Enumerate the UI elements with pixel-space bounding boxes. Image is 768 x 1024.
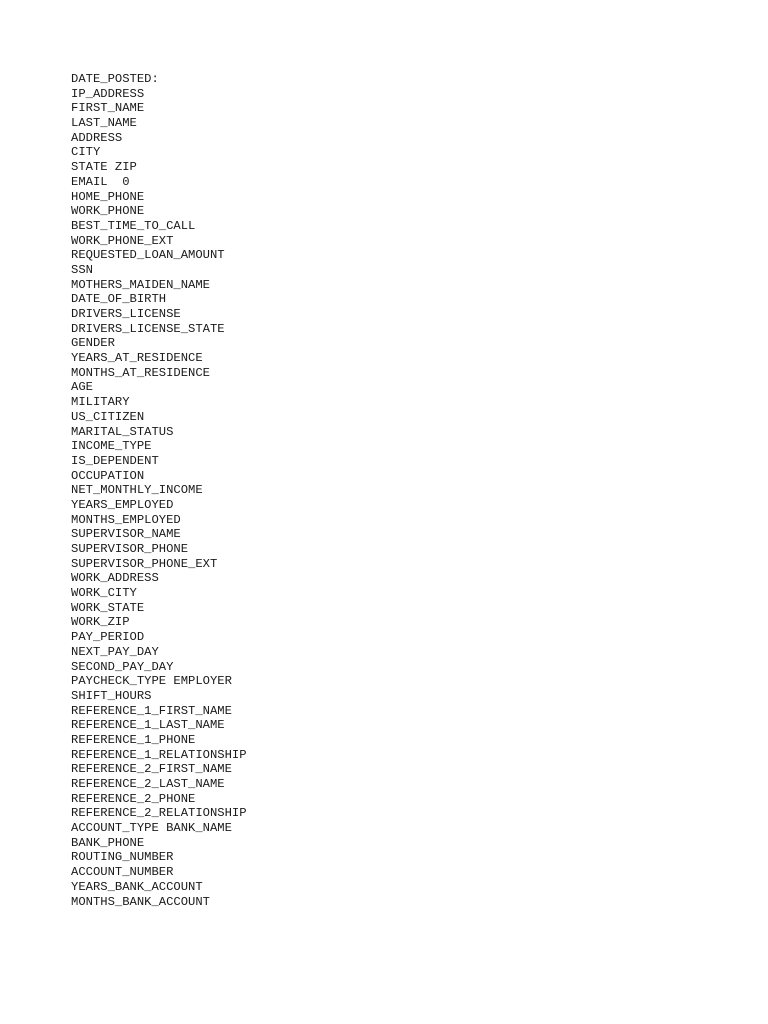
field-line: WORK_ZIP <box>71 615 130 630</box>
field-line: FIRST_NAME <box>71 101 145 116</box>
field-line: PAYCHECK_TYPE EMPLOYER <box>71 674 232 689</box>
field-line: IP_ADDRESS <box>71 86 145 101</box>
field-line: LAST_NAME <box>71 116 137 131</box>
field-line: HOME_PHONE <box>71 189 145 204</box>
field-line: REFERENCE_1_FIRST_NAME <box>71 703 232 718</box>
field-line: EMAIL 0 <box>71 174 130 189</box>
field-line: BEST_TIME_TO_CALL <box>71 218 196 233</box>
field-line: REFERENCE_2_LAST_NAME <box>71 777 225 791</box>
field-line: DATE_POSTED: <box>71 72 159 86</box>
field-line: CITY <box>71 145 101 160</box>
field-line: OCCUPATION <box>71 468 145 483</box>
field-line: REQUESTED_LOAN_AMOUNT <box>71 248 225 263</box>
field-line: REFERENCE_2_RELATIONSHIP <box>71 806 247 821</box>
field-line: ROUTING_NUMBER <box>71 850 174 865</box>
field-line: SECOND_PAY_DAY <box>71 659 174 674</box>
field-line: AGE <box>71 380 93 395</box>
field-line: MONTHS_AT_RESIDENCE <box>71 365 210 380</box>
field-line: US_CITIZEN <box>71 409 145 424</box>
field-line: YEARS_BANK_ACCOUNT <box>71 879 203 894</box>
field-line: SUPERVISOR_PHONE <box>71 542 189 556</box>
field-line: ACCOUNT_NUMBER <box>71 865 174 880</box>
field-line: DRIVERS_LICENSE <box>71 307 181 321</box>
field-line: REFERENCE_1_PHONE <box>71 732 196 747</box>
field-line: PAY_PERIOD <box>71 630 145 645</box>
field-line: WORK_ADDRESS <box>71 571 159 586</box>
field-line: IS_DEPENDENT <box>71 453 159 468</box>
field-line: NEXT_PAY_DAY <box>71 644 159 659</box>
field-line: SUPERVISOR_PHONE_EXT <box>71 556 218 571</box>
field-line: ADDRESS <box>71 130 123 145</box>
field-list <box>71 72 247 909</box>
field-line: DRIVERS_LICENSE_STATE <box>71 321 225 336</box>
field-line: REFERENCE_1_LAST_NAME <box>71 718 225 733</box>
field-line: WORK_PHONE_EXT <box>71 233 174 248</box>
field-line: NET_MONTHLY_INCOME <box>71 483 203 498</box>
field-line: MILITARY <box>71 395 130 410</box>
field-line: MONTHS_EMPLOYED <box>71 512 181 527</box>
field-line: GENDER <box>71 336 115 351</box>
field-line: WORK_PHONE <box>71 204 145 219</box>
field-line: STATE ZIP <box>71 160 137 175</box>
field-line: YEARS_AT_RESIDENCE <box>71 351 203 366</box>
field-line: SUPERVISOR_NAME <box>71 527 181 542</box>
field-line: MONTHS_BANK_ACCOUNT <box>71 894 210 909</box>
field-line: MARITAL_STATUS <box>71 424 174 439</box>
field-line: REFERENCE_2_PHONE <box>71 791 196 806</box>
field-line: WORK_STATE <box>71 600 145 615</box>
field-line: MOTHERS_MAIDEN_NAME <box>71 277 210 292</box>
field-line: REFERENCE_2_FIRST_NAME <box>71 762 232 777</box>
field-line: DATE_OF_BIRTH <box>71 292 167 307</box>
field-line: BANK_PHONE <box>71 835 145 850</box>
field-line: INCOME_TYPE <box>71 439 152 454</box>
field-line: SSN <box>71 262 93 277</box>
field-line: REFERENCE_1_RELATIONSHIP <box>71 747 247 762</box>
field-line: WORK_CITY <box>71 586 137 601</box>
field-line: YEARS_EMPLOYED <box>71 497 174 512</box>
field-line: SHIFT_HOURS <box>71 688 152 703</box>
field-line: ACCOUNT_TYPE BANK_NAME <box>71 821 232 836</box>
